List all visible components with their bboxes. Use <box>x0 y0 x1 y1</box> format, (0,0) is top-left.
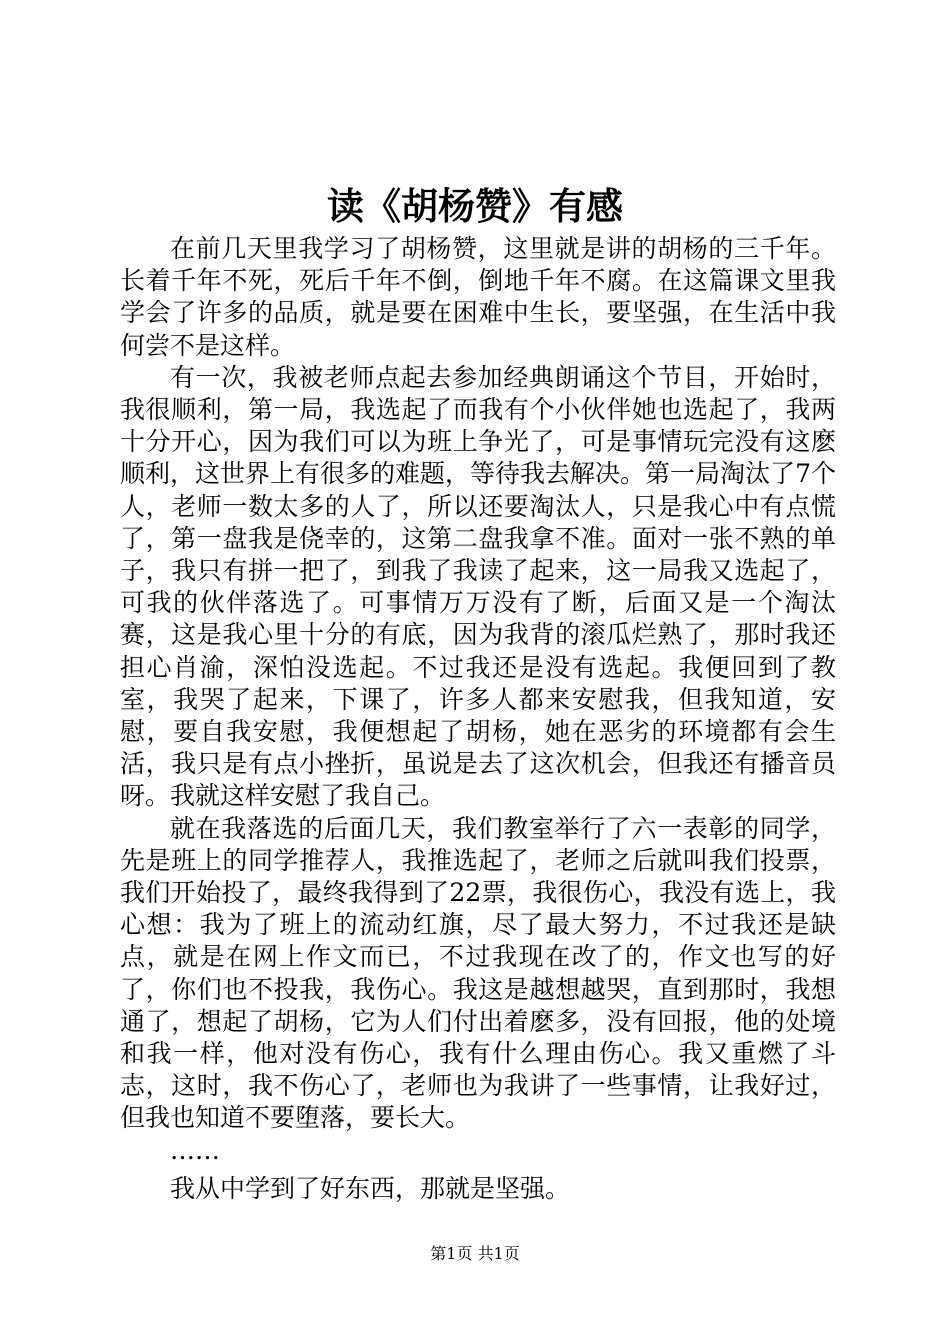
paragraph-3: 就在我落选的后面几天，我们教室举行了六一表彰的同学，先是班上的同学推荐人，我推选起了，老师之后就叫我们投票，我们开始投了，最终我得到了22票，我很伤心，我没有选上，我心想：我为了班上的流动红旗，尽了最大努力，不过我还是缺点，就是在网上作文而已，不过我现在改了的，作文也写的好了，你们也不投我，我伤心。我这是越想越哭，直到那时，我想通了，想起了胡杨，它为人们付出着麽多，没有回报，他的处境和我一样，他对没有伤心，我有什么理由伤心。我又重燃了斗志，这时，我不伤心了，老师也为我讲了一些事情，让我好过，但我也知道不要堕落，要长大。 <box>120 813 836 1133</box>
document-title: 读《胡杨赞》有感 <box>327 185 623 228</box>
document-body <box>120 233 836 1205</box>
paragraph-2: 有一次，我被老师点起去参加经典朗诵这个节目，开始时，我很顺利，第一局，我选起了而我有个小伙伴她也选起了，我两十分开心，因为我们可以为班上争光了，可是事情玩完没有这麽顺利，这世界上有很多的难题，等待我去解决。第一局淘汰了7个人，老师一数太多的人了，所以还要淘汰人，只是我心中有点慌了，第一盘我是侥幸的，这第二盘我拿不准。面对一张不熟的单子，我只有拼一把了，到我了我读了起来，这一局我又选起了，可我的伙伴落选了。可事情万万没有了断，后面又是一个淘汰赛，这是我心里十分的有底，因为我背的滚瓜烂熟了，那时我还担心肖渝，深怕没选起。不过我还是没有选起。我便回到了教室，我哭了起来，下课了，许多人都来安慰我，但我知道，安慰，要自我安慰，我便想起了胡杨，她在恶劣的环境都有会生活，我只是有点小挫折，虽说是去了这次机会，但我还有播音员呀。我就这样安慰了我自己。 <box>120 362 836 811</box>
closing-paragraph: 我从中学到了好东西，那就是坚强。 <box>170 1173 571 1203</box>
paragraph-1: 在前几天里我学习了胡杨赞，这里就是讲的胡杨的三千年。长着千年不死，死后千年不倒，倒地千年不腐。在这篇课文里我学会了许多的品质，就是要在困难中生长，要坚强，在生活中我何尝不是这样。 <box>120 234 836 360</box>
ellipsis-line: …… <box>170 1135 220 1165</box>
page-footer: 第1页 共1页 <box>430 1244 520 1263</box>
